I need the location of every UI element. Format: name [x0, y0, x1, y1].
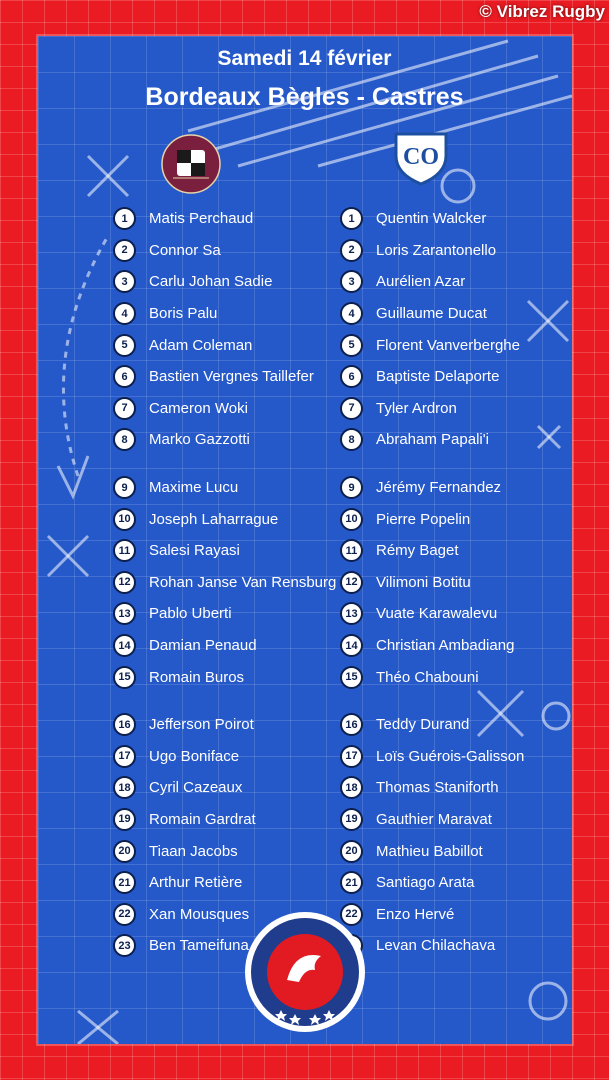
player-row — [113, 424, 363, 456]
player-number-badge: 4 — [113, 302, 136, 325]
player-row — [113, 329, 363, 361]
player-name: Adam Coleman — [149, 336, 253, 354]
player-number-badge: 12 — [340, 571, 363, 594]
player-name: Enzo Hervé — [376, 905, 455, 923]
player-row — [113, 266, 363, 298]
player-number-badge: 8 — [340, 428, 363, 451]
player-number-badge: 17 — [340, 745, 363, 768]
player-row — [340, 472, 590, 504]
player-row — [340, 203, 590, 235]
player-row — [340, 661, 590, 693]
player-number-badge: 9 — [340, 476, 363, 499]
player-row — [340, 835, 590, 867]
player-number-badge: 14 — [113, 634, 136, 657]
player-row — [340, 393, 590, 425]
player-number-badge: 13 — [340, 602, 363, 625]
player-name: Pierre Popelin — [376, 510, 471, 528]
player-name: Carlu Johan Sadie — [149, 273, 273, 291]
group-spacer — [340, 693, 590, 709]
player-name: Damian Penaud — [149, 637, 257, 655]
player-row — [113, 598, 363, 630]
player-name: Romain Gardrat — [149, 810, 256, 828]
player-row — [340, 298, 590, 330]
player-name: Vilimoni Botitu — [376, 573, 471, 591]
player-name: Gauthier Maravat — [376, 810, 492, 828]
player-row — [113, 835, 363, 867]
player-name: Jérémy Fernandez — [376, 479, 502, 497]
player-row — [113, 772, 363, 804]
player-number-badge: 8 — [113, 428, 136, 451]
castres-logo — [386, 126, 456, 190]
player-number-badge: 9 — [113, 476, 136, 499]
home-lineup — [113, 203, 363, 962]
player-row — [340, 867, 590, 899]
player-number-badge: 21 — [340, 871, 363, 894]
player-name: Loris Zarantonello — [376, 241, 497, 259]
player-row — [340, 598, 590, 630]
player-number-badge: 23 — [113, 934, 136, 957]
player-row — [113, 567, 363, 599]
player-number-badge: 10 — [340, 508, 363, 531]
match-date: Samedi 14 février — [217, 47, 392, 70]
player-name: Xan Mousques — [149, 905, 250, 923]
player-name: Guillaume Ducat — [376, 305, 487, 323]
player-name: Loïs Guérois-Galisson — [376, 747, 525, 765]
player-name: Ugo Boniface — [149, 747, 240, 765]
player-name: Joseph Laharrague — [149, 510, 279, 528]
player-name: Quentin Walcker — [376, 210, 487, 228]
player-name: Pablo Uberti — [149, 605, 232, 623]
player-number-badge: 6 — [340, 365, 363, 388]
player-row — [340, 930, 590, 962]
player-number-badge: 22 — [113, 903, 136, 926]
player-number-badge: 6 — [113, 365, 136, 388]
player-name: Maxime Lucu — [149, 479, 239, 497]
player-number-badge: 3 — [340, 270, 363, 293]
player-number-badge: 7 — [340, 397, 363, 420]
player-name: Connor Sa — [149, 241, 221, 259]
player-number-badge: 16 — [340, 713, 363, 736]
player-number-badge: 1 — [340, 207, 363, 230]
player-name: Thomas Staniforth — [376, 779, 499, 797]
player-number-badge: 18 — [340, 776, 363, 799]
player-number-badge: 20 — [113, 840, 136, 863]
player-name: Romain Buros — [149, 668, 245, 686]
player-number-badge: 5 — [113, 334, 136, 357]
player-name: Cameron Woki — [149, 399, 248, 417]
player-name: Levan Chilachava — [376, 937, 496, 955]
player-name: Abraham Papali'i — [376, 431, 489, 449]
player-name: Christian Ambadiang — [376, 637, 515, 655]
player-row — [113, 630, 363, 662]
player-name: Florent Vanverberghe — [376, 336, 520, 354]
player-name: Marko Gazzotti — [149, 431, 250, 449]
player-name: Rémy Baget — [376, 542, 459, 560]
player-name: Boris Palu — [149, 305, 218, 323]
player-number-badge: 2 — [340, 239, 363, 262]
player-row — [113, 235, 363, 267]
player-row — [340, 772, 590, 804]
player-name: Jefferson Poirot — [149, 716, 254, 734]
player-number-badge: 18 — [113, 776, 136, 799]
player-name: Matis Perchaud — [149, 210, 254, 228]
ubb-logo — [158, 134, 224, 194]
match-title: Bordeaux Bègles - Castres — [145, 83, 464, 111]
player-row — [340, 709, 590, 741]
player-row — [113, 867, 363, 899]
player-row — [113, 804, 363, 836]
player-number-badge: 22 — [340, 903, 363, 926]
player-row — [113, 741, 363, 773]
player-row — [340, 567, 590, 599]
player-row — [340, 630, 590, 662]
player-number-badge: 16 — [113, 713, 136, 736]
player-number-badge: 19 — [113, 808, 136, 831]
player-row — [113, 535, 363, 567]
player-name: Aurélien Azar — [376, 273, 466, 291]
player-name: Santiago Arata — [376, 874, 475, 892]
player-name: Vuate Karawalevu — [376, 605, 498, 623]
player-number-badge: 3 — [113, 270, 136, 293]
vibrez-rugby-badge — [243, 910, 367, 1034]
player-row — [340, 329, 590, 361]
player-number-badge: 13 — [113, 602, 136, 625]
player-name: Tyler Ardron — [376, 399, 457, 417]
player-name: Théo Chabouni — [376, 668, 479, 686]
player-row — [340, 535, 590, 567]
player-number-badge: 15 — [340, 666, 363, 689]
player-number-badge: 19 — [340, 808, 363, 831]
player-row — [113, 472, 363, 504]
player-row — [113, 709, 363, 741]
player-row — [113, 203, 363, 235]
player-name: Tiaan Jacobs — [149, 842, 238, 860]
player-number-badge: 12 — [113, 571, 136, 594]
player-name: Baptiste Delaporte — [376, 368, 500, 386]
player-number-badge: 21 — [113, 871, 136, 894]
player-number-badge: 10 — [113, 508, 136, 531]
group-spacer — [340, 456, 590, 472]
player-name: Arthur Retière — [149, 874, 243, 892]
player-row — [340, 424, 590, 456]
watermark: © Vibrez Rugby — [479, 2, 605, 21]
player-number-badge: 11 — [113, 539, 136, 562]
player-row — [113, 661, 363, 693]
player-row — [340, 361, 590, 393]
player-number-badge: 7 — [113, 397, 136, 420]
player-row — [340, 804, 590, 836]
player-row — [113, 361, 363, 393]
player-number-badge: 2 — [113, 239, 136, 262]
svg-text:CO: CO — [403, 144, 439, 170]
player-name: Rohan Janse Van Rensburg — [149, 573, 337, 591]
player-name: Mathieu Babillot — [376, 842, 483, 860]
player-row — [340, 741, 590, 773]
player-row — [340, 503, 590, 535]
player-number-badge: 1 — [113, 207, 136, 230]
player-number-badge: 17 — [113, 745, 136, 768]
group-spacer — [113, 693, 363, 709]
player-number-badge: 15 — [113, 666, 136, 689]
player-row — [340, 898, 590, 930]
player-row — [113, 298, 363, 330]
player-row — [113, 393, 363, 425]
group-spacer — [113, 456, 363, 472]
player-number-badge: 11 — [340, 539, 363, 562]
player-number-badge: 20 — [340, 840, 363, 863]
player-row — [340, 235, 590, 267]
player-row — [340, 266, 590, 298]
player-number-badge: 5 — [340, 334, 363, 357]
player-number-badge: 4 — [340, 302, 363, 325]
away-lineup — [340, 203, 590, 962]
player-name: Salesi Rayasi — [149, 542, 240, 560]
player-name: Cyril Cazeaux — [149, 779, 243, 797]
player-name: Teddy Durand — [376, 716, 470, 734]
player-number-badge: 14 — [340, 634, 363, 657]
player-name: Bastien Vergnes Taillefer — [149, 368, 314, 386]
player-row — [113, 503, 363, 535]
player-name: Ben Tameifuna — [149, 937, 249, 955]
